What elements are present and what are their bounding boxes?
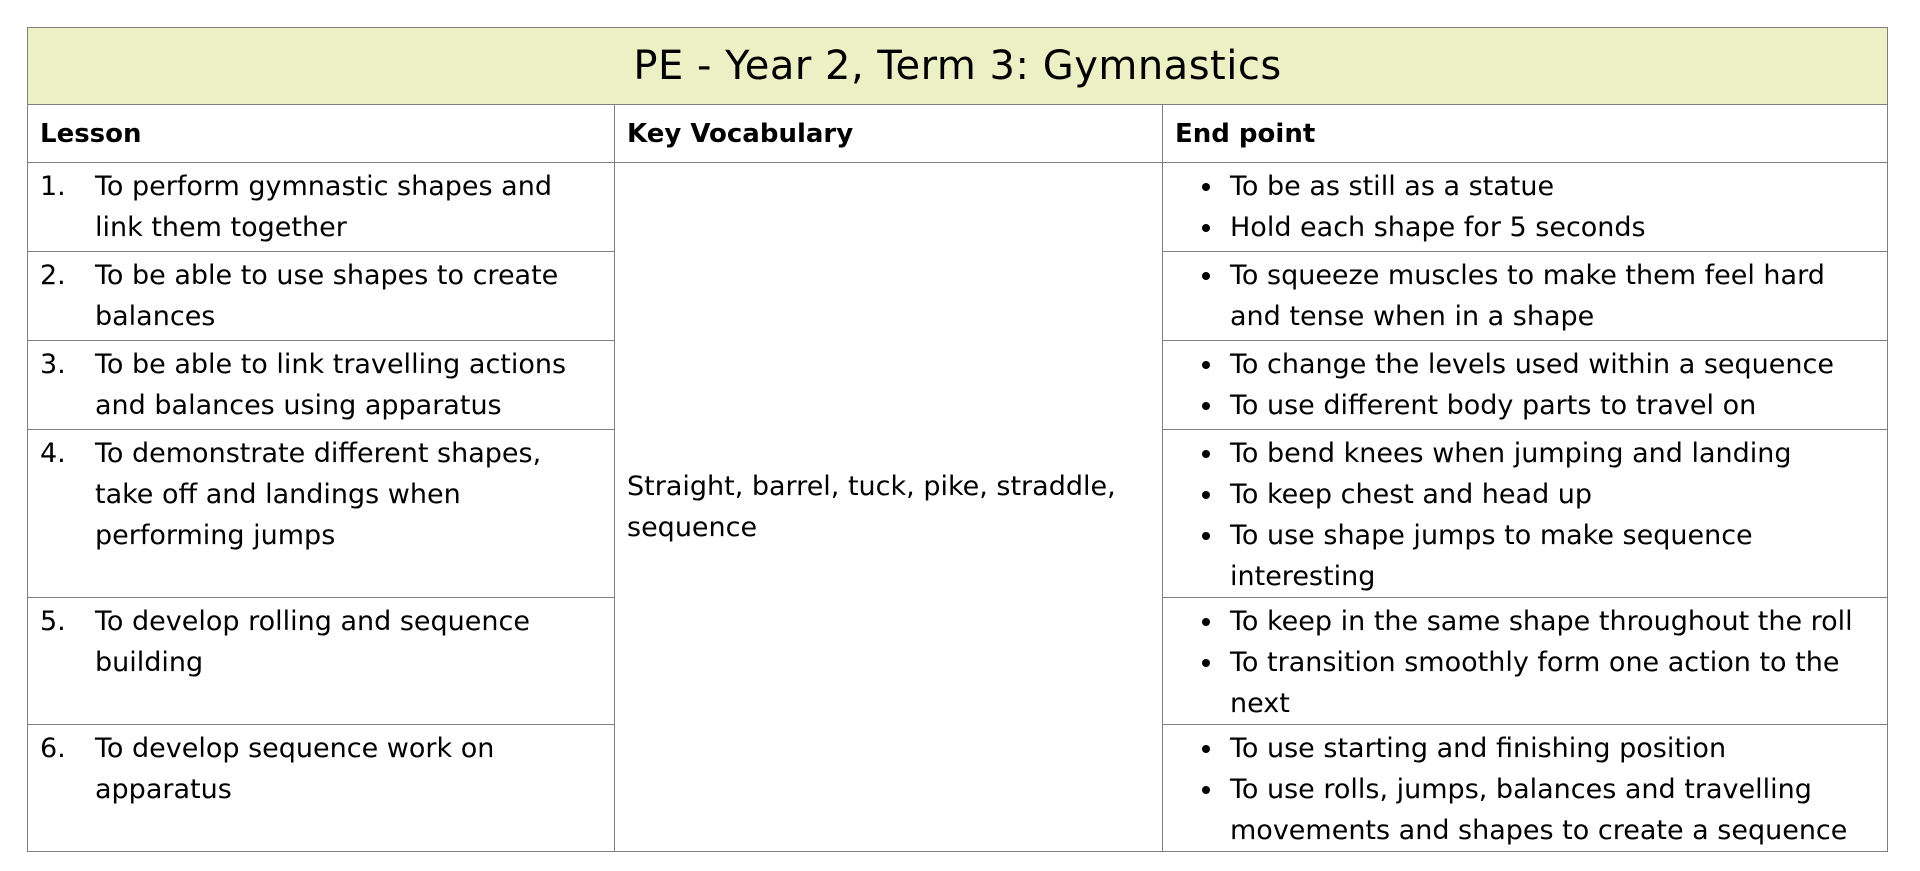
list-item: To bend knees when jumping and landing: [1175, 433, 1879, 474]
lesson-number: 5.: [40, 606, 66, 637]
lesson-objective: To demonstrate different shapes, take off and landings when performing jumps: [95, 438, 542, 551]
vocabulary-cell: [615, 163, 1163, 852]
list-item: To keep in the same shape throughout the roll: [1175, 601, 1879, 642]
bullet-icon: [1175, 255, 1230, 337]
lesson-cell: [28, 598, 615, 725]
title-row: [28, 28, 1888, 105]
bullet-icon: [1175, 515, 1230, 597]
end-point-column-header: End point: [1163, 105, 1888, 163]
lesson-objective: To perform gymnastic shapes and link them together: [95, 171, 552, 243]
lesson-objective: To develop rolling and sequence building: [95, 606, 530, 678]
lesson-objective: To be able to link travelling actions and balances using apparatus: [95, 349, 567, 421]
lesson-number: 3.: [40, 349, 66, 380]
lesson-plan-table: [27, 27, 1888, 852]
bullet-icon: [1175, 601, 1230, 642]
list-item: To use different body parts to travel on: [1175, 385, 1879, 426]
bullet-icon: [1175, 769, 1230, 851]
lesson-cell: [28, 163, 615, 252]
bullet-icon: [1175, 728, 1230, 769]
page-title: PE - Year 2, Term 3: Gymnastics: [28, 28, 1888, 105]
table-row: [28, 163, 1888, 252]
vocabulary-column-header: Key Vocabulary: [615, 105, 1163, 163]
lesson-number: 6.: [40, 733, 66, 764]
lesson-cell: [28, 252, 615, 341]
end-point-cell: [1163, 430, 1888, 598]
lesson-column-header: Lesson: [28, 105, 615, 163]
bullet-icon: [1175, 433, 1230, 474]
bullet-icon: [1175, 385, 1230, 426]
vocabulary-text: Straight, barrel, tuck, pike, straddle, sequence: [627, 471, 1116, 543]
bullet-icon: [1175, 207, 1230, 248]
list-item: To use shape jumps to make sequence interesting: [1175, 515, 1879, 597]
end-point-cell: [1163, 725, 1888, 852]
end-point-cell: [1163, 341, 1888, 430]
list-item: To use starting and finishing position: [1175, 728, 1879, 769]
list-item: To keep chest and head up: [1175, 474, 1879, 515]
header-row: [28, 105, 1888, 163]
lesson-objective: To be able to use shapes to create balances: [95, 260, 559, 332]
list-item: To change the levels used within a sequence: [1175, 344, 1879, 385]
lesson-cell: [28, 725, 615, 852]
lesson-number: 2.: [40, 260, 66, 291]
end-point-cell: [1163, 598, 1888, 725]
lesson-objective: To develop sequence work on apparatus: [95, 733, 495, 805]
end-point-cell: [1163, 252, 1888, 341]
end-point-cell: [1163, 163, 1888, 252]
lesson-number: 1.: [40, 171, 66, 202]
lesson-number: 4.: [40, 438, 66, 469]
list-item: To be as still as a statue: [1175, 166, 1879, 207]
list-item: To squeeze muscles to make them feel hard and tense when in a shape: [1175, 255, 1879, 337]
list-item: To use rolls, jumps, balances and travelling movements and shapes to create a sequence: [1175, 769, 1879, 851]
lesson-cell: [28, 341, 615, 430]
bullet-icon: [1175, 474, 1230, 515]
bullet-icon: [1175, 642, 1230, 724]
lesson-cell: [28, 430, 615, 598]
list-item: To transition smoothly form one action to the next: [1175, 642, 1879, 724]
bullet-icon: [1175, 344, 1230, 385]
bullet-icon: [1175, 166, 1230, 207]
list-item: Hold each shape for 5 seconds: [1175, 207, 1879, 248]
